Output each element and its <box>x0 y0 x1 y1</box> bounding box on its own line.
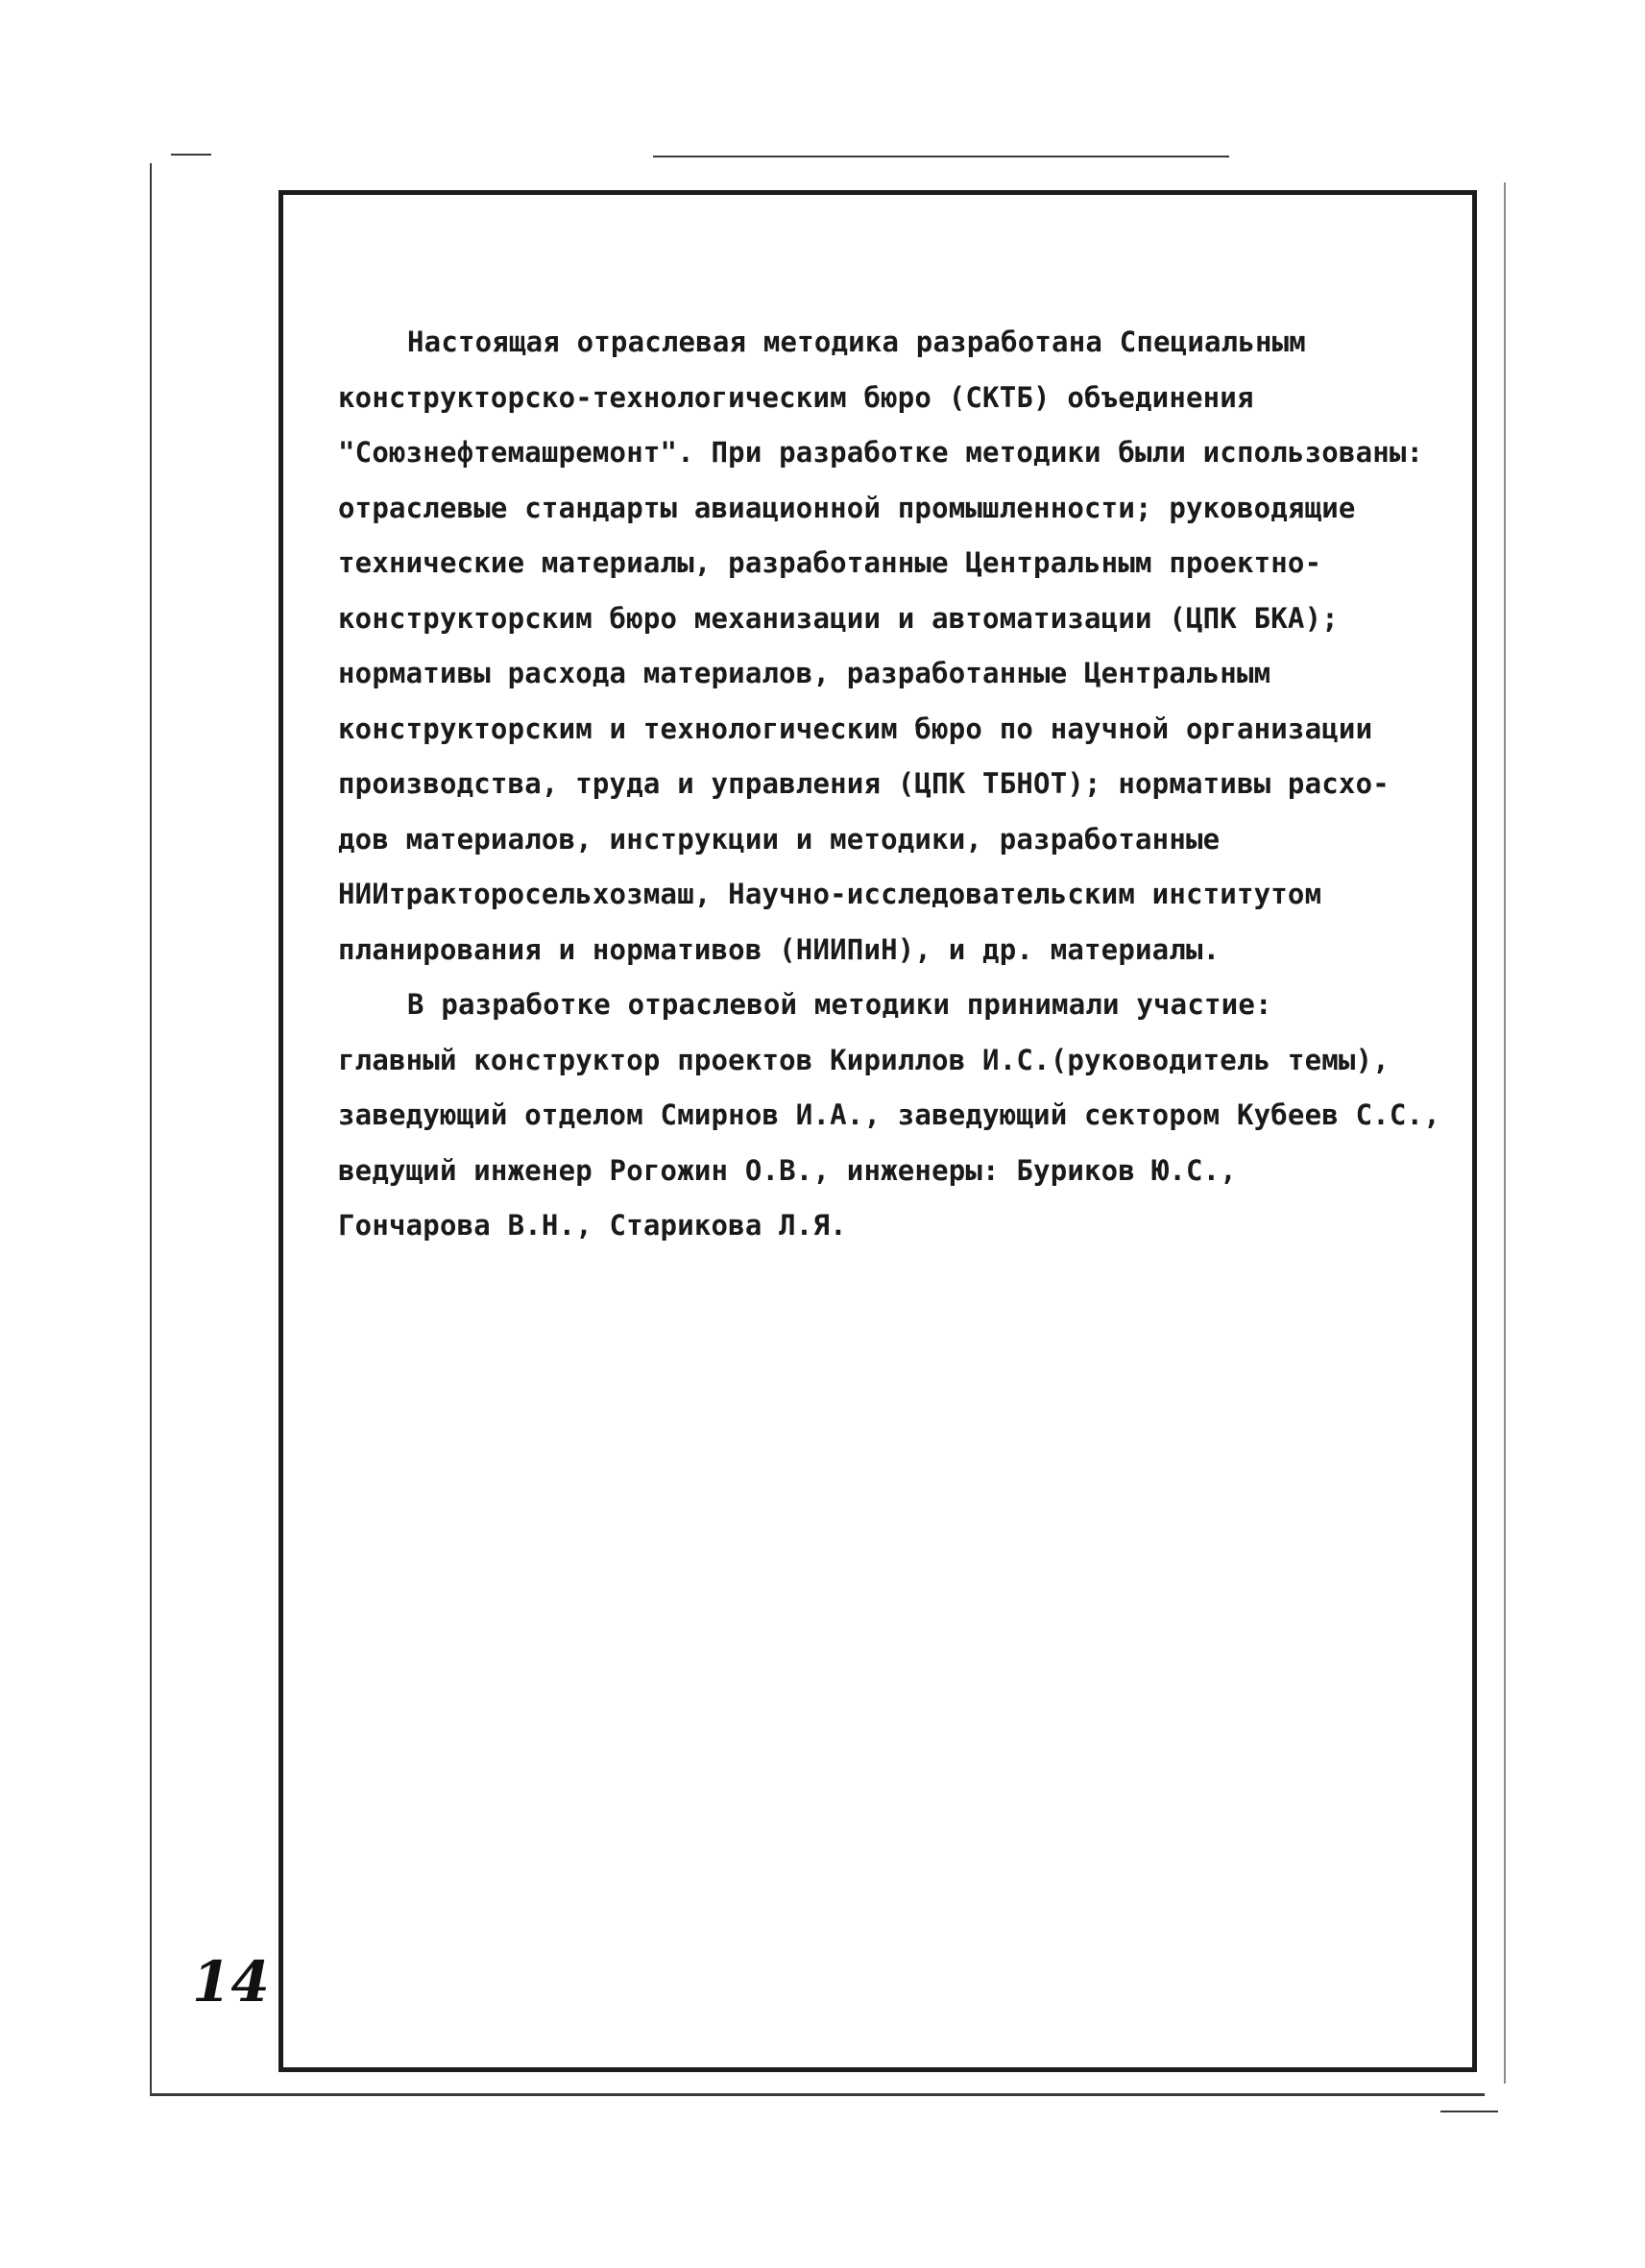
scan-edge-left <box>150 163 152 2093</box>
paragraph1-line: конструкторско-технологическим бюро (СКТБ) объединения <box>338 380 1254 414</box>
scan-edge-bottom-right <box>1440 2111 1498 2112</box>
page-number: 14 <box>192 1949 270 2015</box>
scan-edge-bottom <box>150 2093 1485 2096</box>
paragraph2-line: ведущий инженер Рогожин О.В., инженеры: Буриков Ю.С., <box>338 1153 1237 1187</box>
document-body <box>338 315 1442 1254</box>
paragraph1-line: "Союзнефтемашремонт". При разработке методики были использованы: <box>338 436 1424 469</box>
scan-edge-top <box>653 156 1229 157</box>
paragraph1-line: планирования и нормативов (НИИПиН), и др. материалы. <box>338 932 1221 966</box>
paragraph1-line: отраслевые стандарты авиационной промышленности; руководящие <box>338 491 1356 524</box>
paragraph1-line: нормативы расхода материалов, разработанные Центральным <box>338 657 1271 689</box>
paragraph2-line: заведующий отделом Смирнов И.А., заведующий сектором Кубеев С.С., <box>338 1098 1440 1131</box>
scan-edge-top-left <box>171 154 211 156</box>
paragraph1-line: конструкторским и технологическим бюро по научной организации <box>338 712 1373 745</box>
paragraph1-line: Настоящая отраслевая методика разработана Специальным <box>407 326 1306 358</box>
paragraph2-line: В разработке отраслевой методики принимали участие: <box>407 988 1272 1021</box>
paragraph2-line: Гончарова В.Н., Старикова Л.Я. <box>338 1209 847 1242</box>
paragraph1-line: НИИтракторосельхозмаш, Научно-исследовательским институтом <box>338 878 1322 910</box>
paragraph1-line: дов материалов, инструкции и методики, разработанные <box>338 822 1221 856</box>
paragraph1-line: конструкторским бюро механизации и автоматизации (ЦПК БКА); <box>338 601 1339 635</box>
paragraph2-line: главный конструктор проектов Кириллов И.С.(руководитель темы), <box>338 1043 1390 1076</box>
scan-edge-right <box>1504 182 1506 2084</box>
paragraph1-line: производства, труда и управления (ЦПК ТБНОТ); нормативы расхо- <box>338 767 1390 800</box>
paragraph1-line: технические материалы, разработанные Центральным проектно- <box>338 546 1322 579</box>
